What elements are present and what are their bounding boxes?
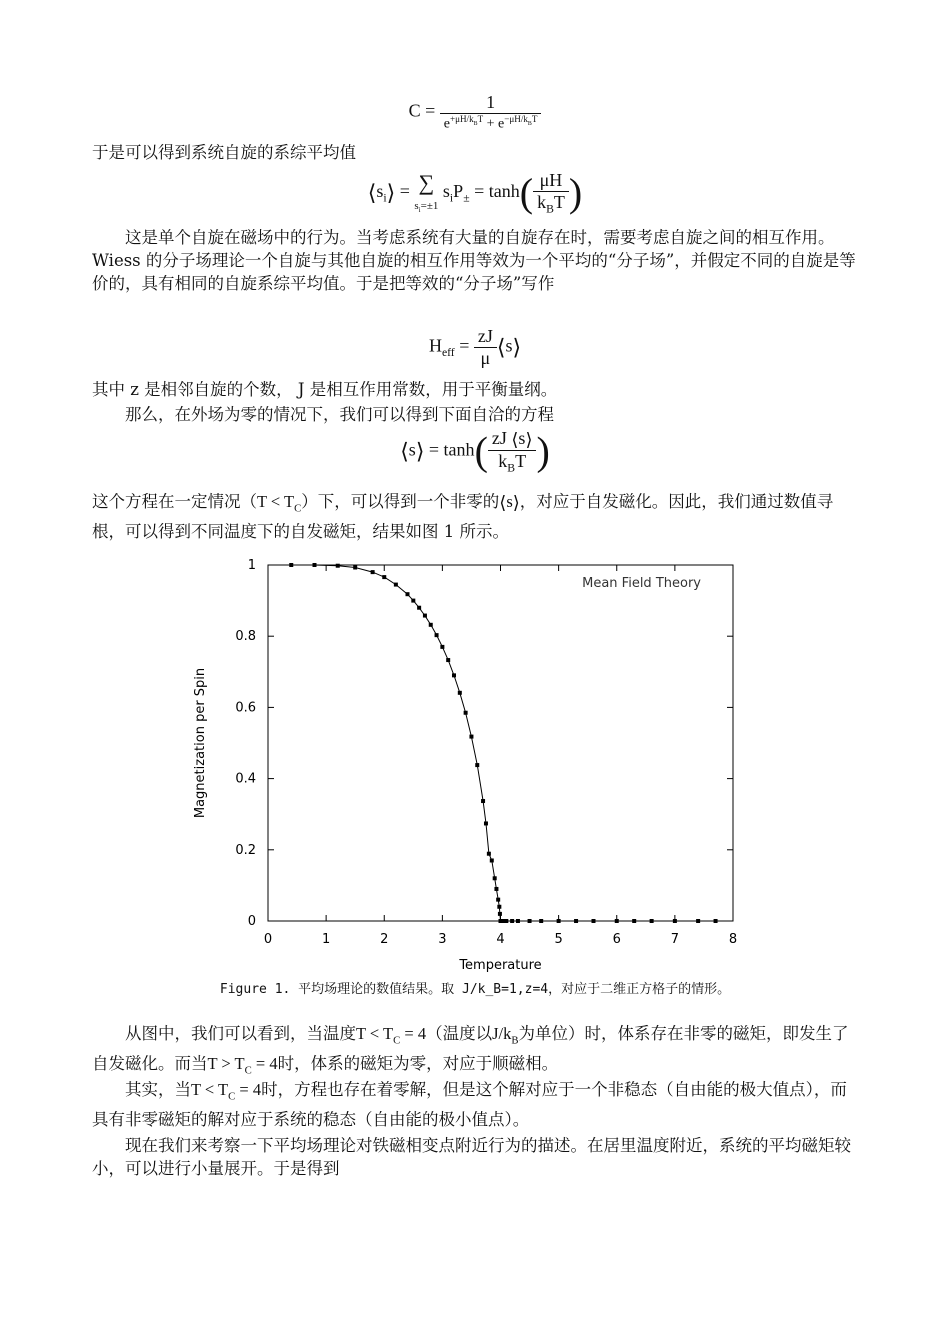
x-tick-label: 1	[321, 932, 331, 947]
x-tick-label: 4	[496, 932, 505, 947]
data-point	[406, 592, 410, 596]
equation-self-consistent: ⟨s⟩ = tanh( $\frac{zJ ⟨s⟩}{k_BT}$ )	[400, 428, 550, 475]
data-point	[615, 919, 619, 923]
data-point	[673, 919, 677, 923]
x-tick-label: 3	[438, 932, 447, 947]
data-point	[423, 614, 427, 618]
x-tick-label: 6	[612, 932, 621, 947]
y-tick-label: 1	[247, 558, 256, 573]
paragraph-phase-analysis: 从图中，我们可以看到，当温度$T < T_C = 4$（温度以$J/k_B$为单位）时，体系存在非零的磁矩，即发生了自发磁化。而当$T > T_C = 4$时，体系的磁矩为零，对应于顺磁相。	[92, 1024, 849, 1077]
data-point	[336, 564, 340, 568]
y-tick-label: 0.2	[235, 842, 256, 858]
data-point	[394, 583, 398, 587]
data-point	[313, 563, 317, 567]
data-point	[714, 919, 718, 923]
x-axis-label: Temperature	[459, 958, 542, 973]
y-tick-label: 0.4	[235, 771, 256, 787]
data-point	[510, 919, 514, 923]
data-point	[353, 565, 357, 569]
figure-caption: Figure 1. 平均场理论的数值结果。取 J/k_B=1,z=4，对应于二维正方格子的情形。	[219, 982, 731, 997]
equation-numerator: 1	[486, 92, 496, 112]
data-point	[382, 575, 386, 579]
data-point	[452, 673, 456, 677]
data-point	[429, 623, 433, 627]
data-point	[650, 919, 654, 923]
data-point	[464, 711, 468, 715]
y-tick-label: 0.6	[235, 700, 256, 716]
data-point	[696, 919, 700, 923]
series-line	[291, 565, 715, 921]
data-point	[493, 876, 497, 880]
data-point	[504, 919, 508, 923]
x-tick-label: 5	[554, 932, 563, 947]
data-point	[528, 919, 532, 923]
data-point	[498, 912, 502, 916]
paragraph-spontaneous-magnetization: 这个方程在一定情况$(T < T_C)$下，可以得到一个非零的⟨s⟩，对应于自发磁化。因此，我们通过数值寻根，可以得到不同温度下的自发磁矩，结果如图 1 所示。	[92, 492, 834, 542]
data-point	[458, 691, 462, 695]
y-axis-label: Magnetization per Spin	[193, 667, 208, 819]
data-point	[574, 919, 578, 923]
x-tick-label: 2	[380, 932, 389, 947]
data-point	[557, 919, 561, 923]
data-point	[469, 735, 473, 739]
y-tick-label: 0.8	[235, 629, 256, 645]
equation-ensemble-average: $⟨s_i⟩$ = ∑ $s_i=\pm 1$ $s_iP_\pm = \tanh$( $\frac{\mu H}{k_BT}$ )	[367, 169, 583, 216]
magnetization-chart	[180, 555, 760, 975]
data-point	[592, 919, 596, 923]
paragraph-definitions: 其中 z 是相邻自旋的个数， J 是相互作用常数，用于平衡量纲。	[92, 380, 558, 399]
legend-label: Mean Field Theory	[582, 576, 701, 591]
data-point	[539, 919, 543, 923]
data-point	[435, 633, 439, 637]
x-tick-label: 7	[670, 932, 680, 947]
data-point	[475, 763, 479, 767]
paragraph-self-consistent: 那么，在外场为零的情况下，我们可以得到下面自洽的方程	[125, 405, 554, 424]
data-point	[446, 658, 450, 662]
data-point	[487, 852, 491, 856]
equation-partition-normalization: C = $\frac{1}{e^{+\mu H/k_BT} + e^{-\mu H/k_BT}}$	[0, 92, 950, 133]
y-tick-label: 0	[247, 914, 256, 929]
plot-frame	[268, 565, 733, 921]
data-point	[481, 799, 485, 803]
equation-effective-field: $H_{eff}$ = $\frac{zJ}{\mu}$ ⟨s⟩	[428, 326, 522, 368]
x-tick-label: 8	[728, 932, 738, 947]
data-point	[496, 898, 500, 902]
data-point	[371, 570, 375, 574]
data-point	[494, 887, 498, 891]
paragraph-weiss-theory: 这是单个自旋在磁场中的行为。当考虑系统有大量的自旋存在时，需要考虑自旋之间的相互作用。Wiess 的分子场理论一个自旋与其他自旋的相互作用等效为一个平均的“分子场”，并假定不同的自旋是等价的，具有相同的自旋系综平均值。于是把等效的“分子场”写作	[92, 228, 856, 293]
data-point	[484, 821, 488, 825]
data-point	[289, 563, 293, 567]
data-point	[490, 858, 494, 862]
data-point	[411, 599, 415, 603]
data-point	[497, 905, 501, 909]
data-point	[440, 645, 444, 649]
paragraph-critical-behavior: 现在我们来考察一下平均场理论对铁磁相变点附近行为的描述。在居里温度附近，系统的平均磁矩较小，可以进行小量展开。于是得到	[92, 1136, 851, 1178]
x-tick-label: 0	[263, 932, 273, 947]
data-point	[516, 919, 520, 923]
data-point	[417, 606, 421, 610]
data-point	[632, 919, 636, 923]
paragraph-intro: 于是可以得到系统自旋的系综平均值	[92, 143, 356, 162]
paragraph-zero-solution: 其实，当$T < T_C = 4$时，方程也存在着零解，但是这个解对应于一个非稳态（自由能的极大值点），而具有非零磁矩的解对应于系统的稳态（自由能的极小值点）。	[92, 1080, 847, 1130]
